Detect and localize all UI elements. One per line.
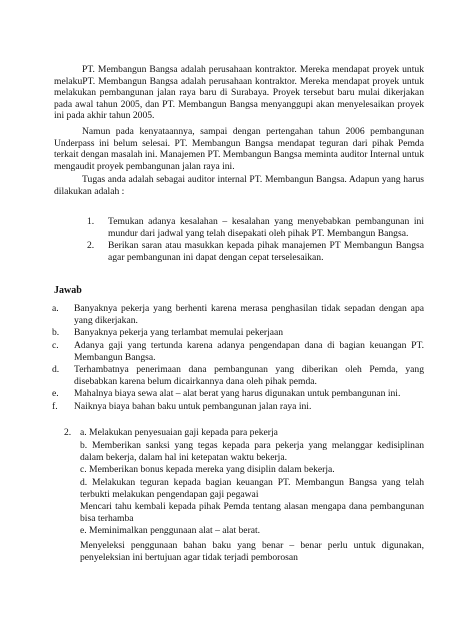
task-text: Berikan saran atau masukkan kepada pihak manajemen PT Membangun Bangsa agar pembangunan ini dapat dengan cepat terselesaikan. [108, 240, 424, 263]
task-text: Temukan adanya kesalahan – kesalahan yang menyebabkan pembangunan ini mundur dari jadwal yang telah disepakati oleh pihak PT. Membangun Bangsa. [108, 216, 424, 239]
answer-text: Mahalnya biaya sewa alat – alat berat yang harus digunakan untuk pembangunan ini. [74, 388, 401, 399]
answer-marker: e. [52, 388, 59, 399]
answer-2-line: Menyeleksi penggunaan bahan baku yang benar – benar perlu untuk digunakan, penyeleksian ini bertujuan agar tidak terjadi pemborosan [80, 540, 424, 563]
answer-text: Banyaknya pekerja yang terlambat memulai pekerjaan [74, 327, 284, 338]
answer-2-line [64, 427, 424, 439]
answer-text: Banyaknya pekerja yang berhenti karena merasa penghasilan tidak sepadan dengan apa yang dikerjakan. [74, 303, 424, 326]
answer-text: Naiknya biaya bahan baku untuk pembangunan jalan raya ini. [74, 401, 312, 412]
answer-marker: d. [52, 364, 60, 375]
task-number: 1. [87, 216, 95, 227]
paragraph-2: Namun pada kenyataannya, sampai dengan pertengahan tahun 2006 pembangunan Underpass ini belum selesai. PT. Membangun Bangsa mendapat teguran dari pihak Pemda terkait dengan masalah ini. Manajemen PT. Membangun Bangsa meminta auditor Internal untuk mengaudit proyek pembangunan jalan raya ini. [54, 126, 424, 172]
answer-item [52, 388, 424, 400]
answer-item [52, 364, 424, 387]
answer-marker: c. [52, 340, 59, 351]
answer-2-line: Mencari tahu kembali kepada pihak Pemda tentang alasan mengapa dana pembangunan bisa terhamba [80, 501, 424, 524]
paragraph-3: Tugas anda adalah sebagai auditor internal PT. Membangun Bangsa. Adapun yang harus dilakukan adalah : [54, 174, 424, 197]
answer-2-line: b. Memberikan sanksi yang tegas kepada para pekerja yang melanggar kedisiplinan dalam bekerja, dalam hal ini ketepatan waktu bekerja. [80, 440, 424, 463]
answer-item [52, 327, 424, 339]
answer-text: Terhambatnya penerimaan dana pembangunan yang diberikan oleh Pemda, yang disebabkan karena belum dicairkannya dana oleh pihak pemda. [74, 364, 424, 387]
task-number: 2. [87, 240, 95, 251]
answer-2-text: a. Melakukan penyesuaian gaji kepada para pekerja [80, 427, 278, 438]
answer-item [52, 303, 424, 326]
paragraph-1: PT. Membangun Bangsa adalah perusahaan kontraktor. Mereka mendapat proyek untuk melakuPT. Membangun Bangsa adalah perusahaan kontraktor. Mereka mendapat proyek untuk melakukan pembangunan jalan raya baru di Surabaya. Proyek tersebut baru mulai dikerjakan pada awal tahun 2005, dan PT. Membangun Bangsa menyanggupi akan menyelesaikan proyek ini pada akhir tahun 2005. [54, 64, 424, 122]
answer-item [52, 340, 424, 363]
answer-2-marker: 2. [64, 427, 72, 438]
answer-text: Adanya gaji yang tertunda karena adanya pengendapan dana di bagian keuangan PT. Membangun Bangsa. [74, 340, 424, 363]
answer-2-line: c. Memberikan bonus kepada mereka yang disiplin dalam bekerja. [80, 464, 335, 475]
answer-item [52, 401, 424, 413]
answer-marker: f. [52, 401, 58, 412]
answer-marker: b. [52, 327, 60, 338]
answer-heading: Jawab [54, 285, 82, 296]
answer-marker: a. [52, 303, 59, 314]
answer-2-line: d. Melakukan teguran kepada bagian keuangan PT. Membangun Bangsa yang telah terbukti melakukan pengendapan gaji pegawai [80, 477, 424, 500]
answer-2-line: e. Meminimalkan penggunaan alat – alat berat. [80, 525, 261, 536]
